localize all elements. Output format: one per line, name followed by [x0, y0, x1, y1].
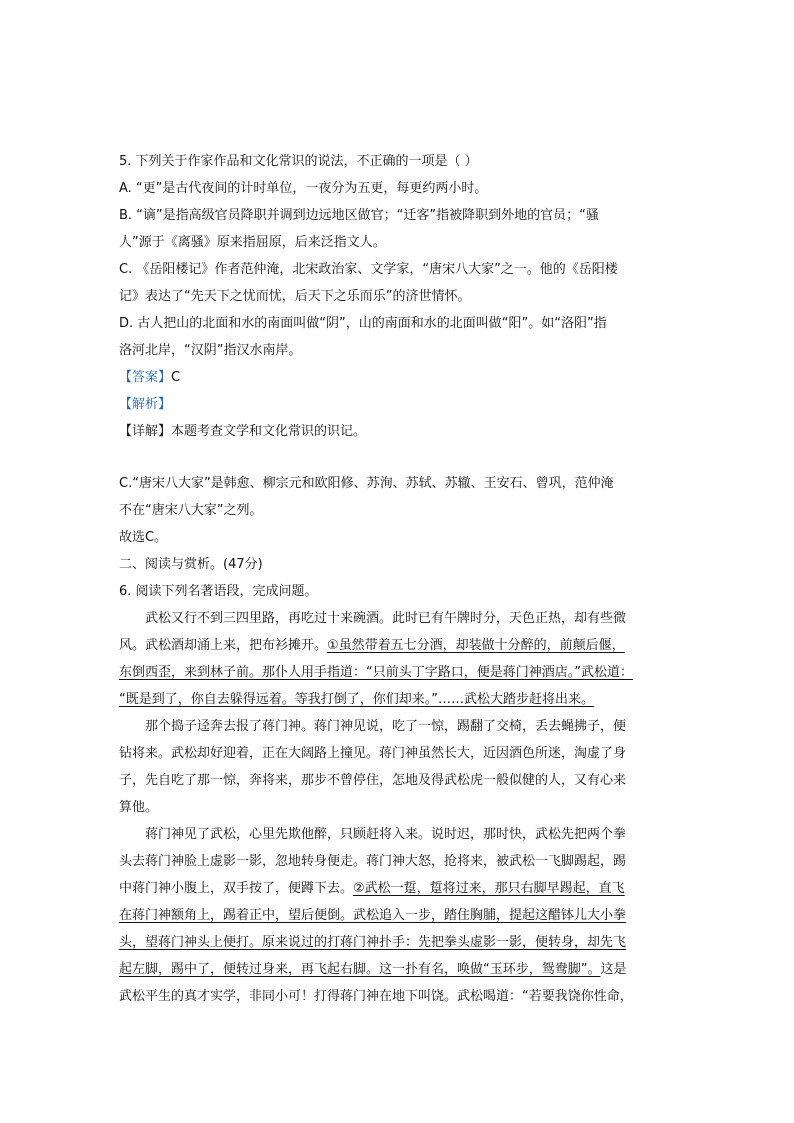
q5-option-d-line2: 洛河北岸，“汉阴”指汉水南岸。: [119, 343, 302, 358]
p3-line6-underlined: 起左脚，踢中了，便转过身来，再飞起右脚。这一扑有名，唤做“玉环步，鸳鸯脚”。: [119, 962, 601, 977]
p2-line3: 子，先自吃了那一惊，奔将来，那步不曾停住，怎地及得武松虎一般似健的人，又有心来: [119, 773, 627, 788]
q5-option-b-line2: 人”源于《离骚》原来指屈原，后来泛指文人。: [119, 235, 386, 250]
q5-option-d-line1: D. 古人把山的北面和水的南面叫做“阴”，山的南面和水的北面叫做“阳”。如“洛阳”指: [119, 316, 607, 331]
blank-gap: [119, 445, 679, 470]
p3-line7: 武松平生的真才实学，非同小可！打得蒋门神在地下叫饶。武松喝道：“若要我饶你性命，: [119, 989, 633, 1004]
p3-line4: 在蒋门神额角上，踢着正中，望后便倒。武松追入一步，踏住胸脯，提起这醋钵儿大小拳: [119, 908, 627, 923]
p3-line1: 蒋门神见了武松，心里先欺他醉，只顾赶将入来。说时迟，那时快，武松先把两个拳: [145, 827, 627, 842]
p1-line1: 武松又行不到三四里路，再吃过十来碗酒。此时已有午牌时分，天色正热，却有些微: [145, 611, 627, 626]
p3-line3: [119, 875, 679, 902]
p2-line2: 钻将来。武松却好迎着，正在大阔路上撞见。蒋门神虽然长大，近因酒色所迷，淘虚了身: [119, 746, 627, 761]
explain-line2: 不在“唐宋八大家”之列。: [119, 503, 263, 518]
analysis-tag: 【解析】: [119, 397, 172, 412]
q5-option-c-line2: 记》表达了“先天下之忧而忧，后天下之乐而乐”的济世情怀。: [119, 289, 471, 304]
p2-line4: 算他。: [119, 800, 159, 815]
p3-line3-underlined: ②武松一踅，踅将过来，那只右脚早踢起，直飞: [353, 881, 625, 896]
detail-text: 【详解】本题考查文学和文化常识的识记。: [119, 424, 367, 439]
p1-line3: 东倒西歪，来到林子前。那仆人用手指道：“只前头丁字路口，便是蒋门神酒店。”武松道：: [119, 665, 633, 680]
q6-stem: 6. 阅读下列名著语段，完成问题。: [119, 584, 318, 599]
explain-line1: C.“唐宋八大家”是韩愈、柳宗元和欧阳修、苏洵、苏轼、苏辙、王安石、曾巩，范仲淹: [119, 476, 614, 491]
answer-value: C: [171, 370, 181, 385]
q5-option-a: A. “更”是古代夜间的计时单位，一夜分为五更，每更约两小时。: [119, 181, 488, 196]
p3-line6: [119, 956, 679, 983]
p2-line1: 那个捣子迳奔去报了蒋门神。蒋门神见说，吃了一惊，踢翻了交椅，丢去蝇拂子，便: [145, 719, 627, 734]
p1-line4: “既是到了，你自去躲得远着。等我打倒了，你们却来。”……武松大踏步赶将出来。: [119, 692, 594, 707]
q5-option-c-line1: C. 《岳阳楼记》作者范仲淹，北宋政治家、文学家，“唐宋八大家”之一。他的《岳阳楼: [119, 262, 618, 277]
choose-answer: 故选C。: [119, 530, 168, 545]
p3-line6-plain: 这是: [600, 962, 627, 977]
p3-line3-plain: 中蒋门神小腹上，双手按了，便蹲下去。: [119, 881, 354, 896]
answer-row: [119, 364, 679, 391]
p3-line5: 头，望蒋门神头上便打。原来说过的打蒋门神扑手：先把拳头虚影一影，便转身，却先飞: [119, 935, 627, 950]
exam-page: [119, 148, 679, 1010]
p3-line2: 头去蒋门神脸上虚影一影，忽地转身便走。蒋门神大怒，抢将来，被武松一飞脚踢起，踢: [119, 854, 627, 869]
p1-line2: [119, 632, 679, 659]
p1-line2-plain: 风。武松酒却涌上来，把布衫摊开。: [119, 638, 328, 653]
p1-line2-underlined: ①虽然带着五七分酒，却装做十分醉的，前颠后偃，: [327, 638, 625, 653]
q5-option-b-line1: B. “谪”是指高级官员降职并调到边远地区做官；“迁客”指被降职到外地的官员；“骚: [119, 208, 599, 223]
section2-title: 二、阅读与赏析。(47分): [119, 557, 263, 572]
q5-stem: 5. 下列关于作家作品和文化常识的说法，不正确的一项是（ ）: [119, 154, 478, 169]
answer-tag: 【答案】: [119, 370, 172, 385]
